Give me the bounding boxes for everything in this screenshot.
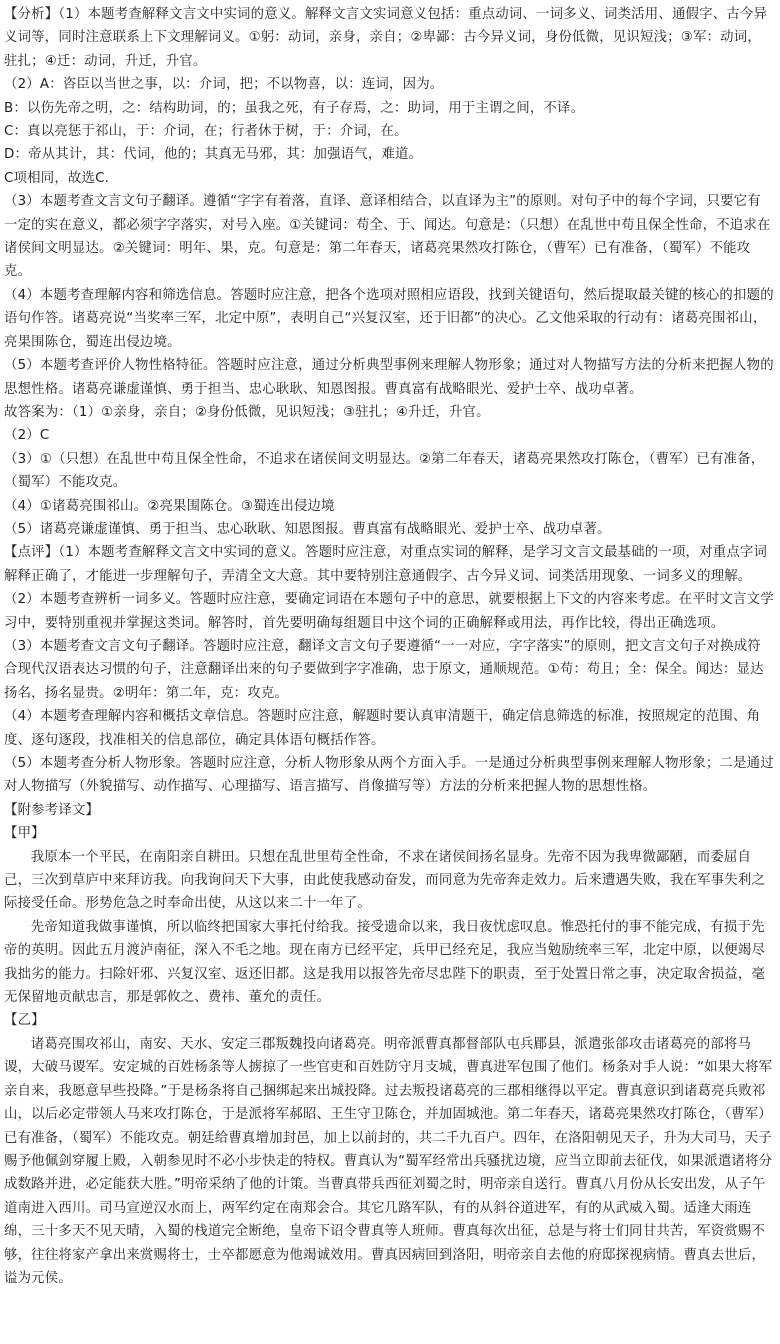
translation-jia-paragraph: 先帝知道我做事谨慎，所以临终把国家大事托付给我。接受遗命以来，我日夜忧虑叹息。惟恐托付的事不能完成，有损于先帝的英明。因此五月渡泸南征，深入不毛之地。现在南方已经平定，兵甲已经充足，我应当勉励统率三军，北定中原，以便竭尽我拙劣的能力。扫除奸邪、兴复汉室、返还旧都。这是我用以报答先帝尽忠陛下的职责，至于处置日常之事，决定取舍损益，毫无保留地贡献忠言，那是郭攸之、费祎、董允的责任。 [4, 919, 766, 1006]
analysis-paragraph: D：帝从其计，其：代词，他的；其真无马邪，其：加强语气，难道。 [4, 147, 423, 163]
analysis-paragraph: C：真以亮惩于祁山，于：介词，在；行者休于树，于：介词，在。 [4, 124, 408, 140]
translation-jia-paragraph: 我原本一个平民，在南阳亲自耕田。只想在乱世里苟全性命，不求在诸侯间扬名显身。先帝不因为我卑微鄙陋，而委屈自己，三次到草庐中来拜访我。向我询问天下大事，由此使我感动奋发，而同意为先帝奔走效力。后来遭遇失败，我在军事失利之际接受任命。形势危急之时奉命出使，从这以来二十一年了。 [4, 849, 766, 912]
translation-heading: 【附参考译文】 [4, 802, 100, 818]
analysis-paragraph: （2）A：咨臣以当世之事，以：介词，把；不以物喜，以：连词，因为。 [4, 77, 444, 93]
answer-paragraph: （5）诸葛亮谦虚谨慎、勇于担当、忠心耿耿、知恩图报。曹真富有战略眼光、爱护士卒、战功卓著。 [4, 521, 611, 537]
translation-yi-label: 【乙】 [4, 1013, 45, 1029]
comment-paragraph: （2）本题考查辨析一词多义。答题时应注意，要确定词语在本题句子中的意思，就要根据上下文的内容来考虑。在平时文言文学习中，要特别重视并掌握这类词。解答时，首先要明确每组题目中这个词的正确解释或用法，再作比较，得出正确选项。 [4, 592, 774, 631]
analysis-paragraph: C项相同，故选C. [4, 170, 110, 186]
analysis-paragraph: 【分析】（1）本题考查解释文言文中实词的意义。解释文言文实词意义包括：重点动词、一词多义、词类活用、通假字、古今异义词等，同时注意联系上下文理解词义。①躬：动词，亲身，亲自；②卑鄙：古今异义词，身份低微，见识短浅；③军：动词，驻扎；④迁：动词，升迁，升官。 [4, 7, 768, 69]
answer-paragraph: 故答案为：（1）①亲身，亲自；②身份低微，见识短浅；③驻扎；④升迁，升官。 [4, 404, 490, 420]
comment-paragraph: 【点评】（1）本题考查解释文言文中实词的意义。答题时应注意，对重点实词的解释，是学习文言文最基础的一项，对重点字词解释正确了，才能进一步理解句子，弄清全文大意。其中要特别注意通假字、古今异义词、词类活用现象、一词多义的理解。 [4, 545, 768, 584]
analysis-paragraph: （4）本题考查理解内容和筛选信息。答题时应注意，把各个选项对照相应语段，找到关键语句，然后提取最关键的核心的扣题的语句作答。诸葛亮说“当奖率三军，北定中原”，表明自己“兴复汉室，还于旧都”的决心。乙文他采取的行动有：诸葛亮围祁山，亮果围陈仓，蜀连出侵边境。 [4, 287, 774, 350]
translation-yi-paragraph: 诸葛亮围攻祁山，南安、天水、安定三郡叛魏投向诸葛亮。明帝派曹真都督部队屯兵郿县，派遣张郃攻击诸葛亮的部将马谡，大破马谡军。安定城的百姓杨条等人掳掠了一些官吏和百姓防守月支城，曹真进军包围了他们。杨条对手人说：“如果大将军亲自来，我愿意早些投降。”于是杨条将自己捆绑起来出城投降。过去叛投诸葛亮的三郡相继得以平定。曹真意识到诸葛亮兵败祁山，以后必定带领人马来攻打陈仓，于是派将军郝昭、王生守卫陈仓，并加固城池。第二年春天，诸葛亮果然攻打陈仓，（曹军）已有准备，（蜀军）不能攻克。朝廷给曹真增加封邑，加上以前封的，共二千九百户。四年，在洛阳朝见天子，升为大司马，天子赐予他佩剑穿履上殿，入朝参见时不必小步快走的特权。曹真认为“蜀军经常出兵骚扰边境，应当立即前去征伐，如果派遣诸将分成数路并进，必定能获大胜。”明帝采纳了他的计策。当曹真带兵西征刘蜀之时，明帝亲自送行。曹真八月份从长安出发，从子午道南进入西川。司马宣逆汉水而上，两军约定在南郑会合。其它几路军队，有的从斜谷道进军，有的从武威入蜀。适逢大雨连绵，三十多天不见天晴，入蜀的栈道完全断绝，皇帝下诏令曹真等人班师。曹真每次出征，总是与将士们同甘共苦，军资赏赐不够，往往将家产拿出来赏赐将士，士卒都愿意为他竭诚效用。曹真因病回到洛阳，明帝亲自去他的府邸探视病情。曹真去世后，谥为元侯。 [4, 1036, 773, 1286]
answer-paragraph: （3）①（只想）在乱世中苟且保全性命，不追求在诸侯间文明显达。②第二年春天，诸葛亮果然攻打陈仓，（曹军）已有准备，（蜀军）不能攻克。 [4, 451, 765, 491]
analysis-paragraph: （5）本题考查评价人物性格特征。答题时应注意，通过分析典型事例来理解人物形象；通过对人物描写方法的分析来把握人物的思想性格。诸葛亮谦虚谨慎、勇于担当、忠心耿耿、知恩图报。曹真富有战略眼光、爱护士卒、战功卓著。 [4, 358, 774, 397]
translation-jia-label: 【甲】 [4, 826, 45, 842]
answer-paragraph: （2）C [4, 428, 50, 444]
analysis-paragraph: （3）本题考查文言文句子翻译。遵循“字字有着落，直译、意译相结合，以直译为主”的原则。对句子中的每个字词，只要它有一定的实在意义，都必须字字落实，对号入座。①关键词：苟全、于、闻达。句意是：（只想）在乱世中苟且保全性命，不追求在诸侯间文明显达。②关键词：明年、果，克。句意是：第二年春天，诸葛亮果然攻打陈仓，（曹军）已有准备，（蜀军）不能攻克。 [4, 194, 771, 280]
answer-paragraph: （4）①诸葛亮围祁山。②亮果围陈仓。③蜀连出侵边境 [4, 498, 335, 514]
analysis-paragraph: B：以伤先帝之明，之：结构助词，的；虽我之死，有子存焉，之：助词，用于主谓之间，不译。 [4, 100, 585, 116]
comment-paragraph: （3）本题考查文言文句子翻译。答题时应注意，翻译文言文句子要遵循“一一对应，字字落实”的原则，把文言文句子对换成符合现代汉语表达习惯的句子，注意翻译出来的句子要做到字字准确，忠于原文，通顺规范。①苟：苟且；全：保全。闻达：显达扬名，扬名显贵。②明年：第二年，克：攻克。 [4, 638, 764, 701]
comment-paragraph: （5）本题考查分析人物形象。答题时应注意，分析人物形象从两个方面入手。一是通过分析典型事例来理解人物形象；二是通过对人物描写（外貌描写、动作描写、心理描写、语言描写、肖像描写等）方法的分析来把握人物的思想性格。 [4, 756, 774, 795]
comment-paragraph: （4）本题考查理解内容和概括文章信息。答题时应注意，解题时要认真审清题干，确定信息筛选的标准，按照规定的范围、角度、逐句逐段，找准相关的信息部位，确定具体语句概括作答。 [4, 709, 761, 748]
